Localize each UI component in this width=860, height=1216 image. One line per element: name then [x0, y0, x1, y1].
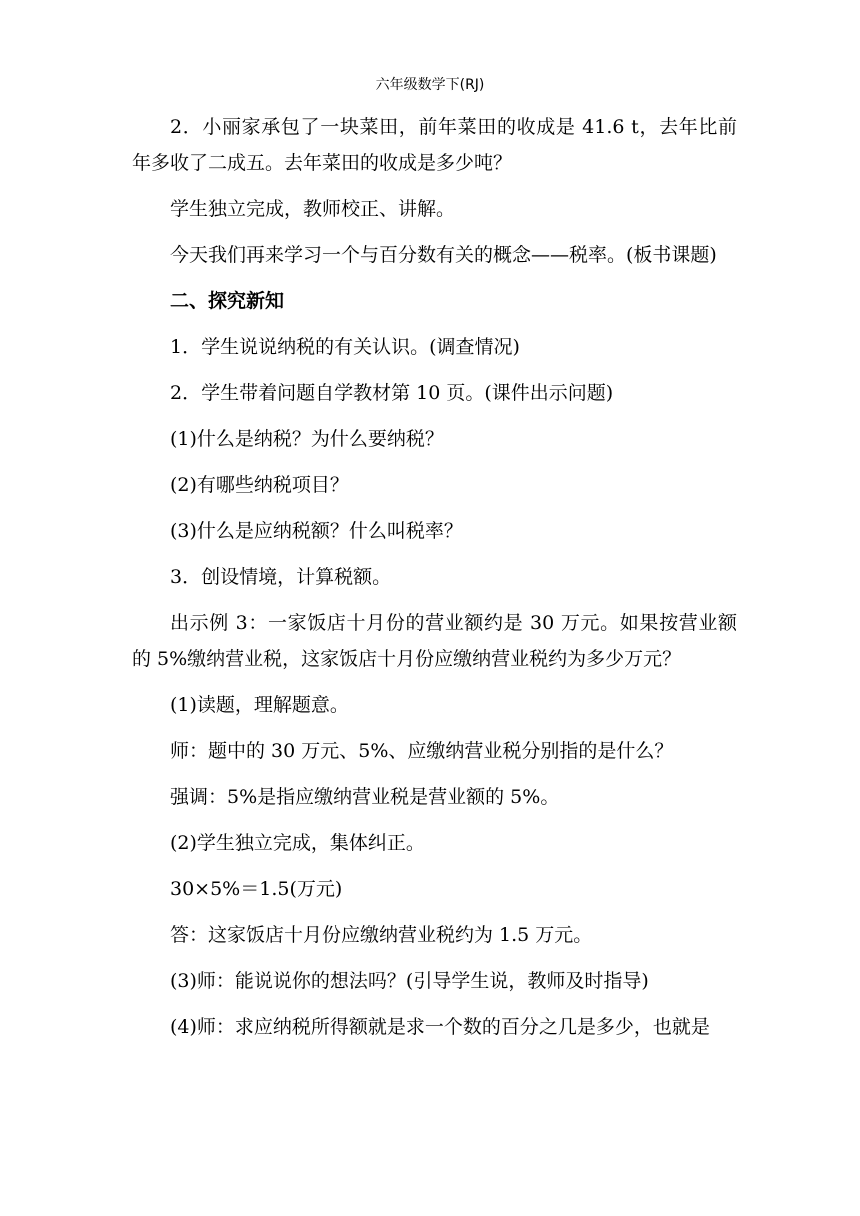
- paragraph-read-question: (1)读题，理解题意。: [170, 694, 349, 716]
- paragraph-example-3: 出示例 3：一家饭店十月份的营业额约是 30 万元。如果按营业额的 5%缴纳营业税，这家饭店十月份应缴纳营业税约为多少万元？: [132, 612, 737, 670]
- paragraph-step-3: 3．创设情境，计算税额。: [170, 566, 392, 588]
- paragraph-student-complete: 学生独立完成，教师校正、讲解。: [170, 198, 456, 220]
- paragraph-question-3: (3)什么是应纳税额？什么叫税率？: [170, 520, 463, 542]
- page-header: 六年级数学下(RJ): [375, 77, 485, 93]
- paragraph-calculation: 30×5%＝1.5(万元): [170, 878, 343, 900]
- paragraph-teacher-prompt: (3)师：能说说你的想法吗？(引导学生说，教师及时指导): [170, 970, 649, 992]
- paragraph-independent-work: (2)学生独立完成，集体纠正。: [170, 832, 425, 854]
- paragraph-teacher-question: 师：题中的 30 万元、5%、应缴纳营业税分别指的是什么？: [170, 740, 674, 762]
- paragraph-teacher-explanation: (4)师：求应纳税所得额就是求一个数的百分之几是多少，也就是: [170, 1016, 710, 1038]
- paragraph-question-2: (2)有哪些纳税项目？: [170, 474, 349, 496]
- paragraph-question-1: (1)什么是纳税？为什么要纳税？: [170, 428, 444, 450]
- paragraph-step-2: 2．学生带着问题自学教材第 10 页。(课件出示问题): [170, 382, 614, 404]
- paragraph-answer: 答：这家饭店十月份应缴纳营业税约为 1.5 万元。: [170, 924, 593, 946]
- paragraph-introduce-topic: 今天我们再来学习一个与百分数有关的概念——税率。(板书课题): [170, 244, 717, 266]
- paragraph-step-1: 1．学生说说纳税的有关认识。(调查情况): [170, 336, 520, 358]
- section-heading-explore: 二、探究新知: [170, 290, 285, 312]
- paragraph-emphasis: 强调：5%是指应缴纳营业税是营业额的 5%。: [170, 786, 560, 808]
- document-body: [132, 109, 737, 1055]
- paragraph-review-question-2: 2．小丽家承包了一块菜田，前年菜田的收成是 41.6 t，去年比前年多收了二成五。去年菜田的收成是多少吨？: [132, 116, 737, 174]
